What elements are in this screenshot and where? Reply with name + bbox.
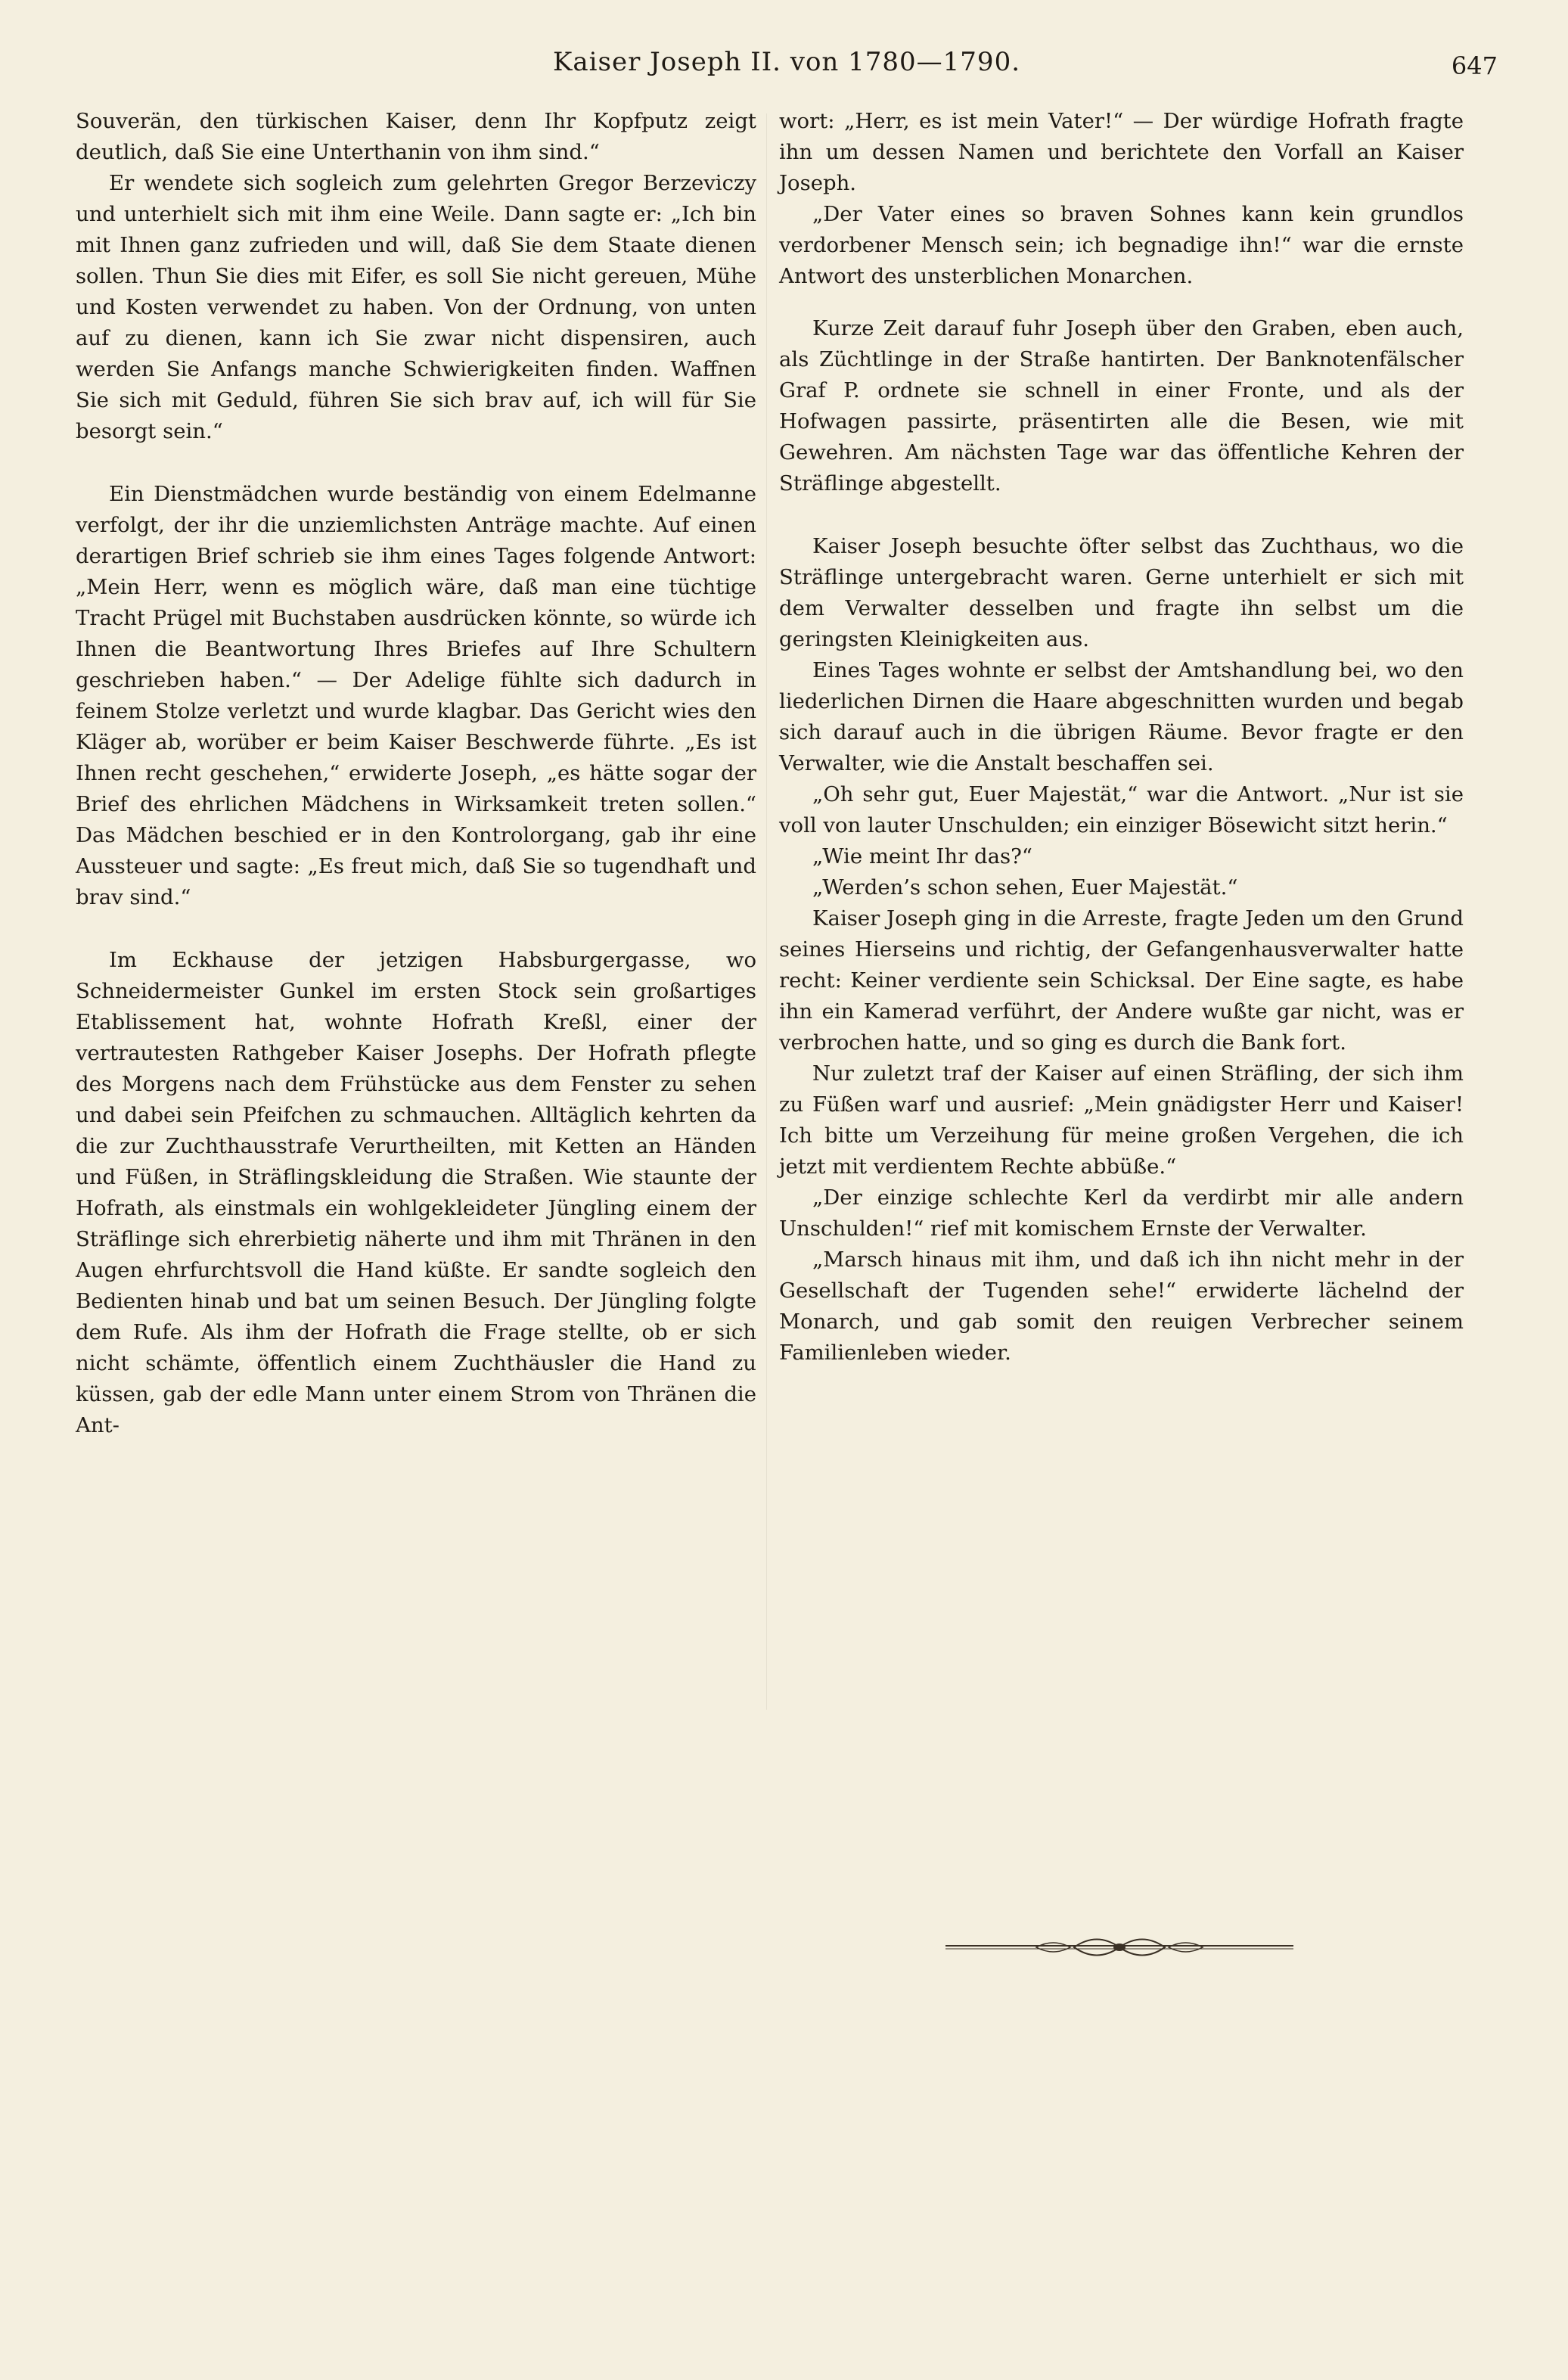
- paragraph: Kaiser Joseph besuchte öfter selbst das Zuchthaus, wo die Sträflinge untergebracht waren. Gerne unterhielt er sich mit dem Verwalter desselben und fragte ihn selbst um die geringsten Kleinigkeiten aus.: [779, 534, 1464, 651]
- paragraph: Kaiser Joseph ging in die Arreste, fragte Jeden um den Grund seines Hierseins und richtig, der Gefangenhausverwalter hatte recht: Keiner verdiente sein Schicksal. Der Eine sagte, es habe ihn ein Kamerad verführt, der Andere wußte gar nicht, was er verbrochen hatte, und so ging es durch die Bank fort.: [779, 906, 1464, 1055]
- left-column: [76, 106, 756, 1441]
- paragraph: Nur zuletzt traf der Kaiser auf einen Sträfling, der sich ihm zu Füßen warf und ausrief: „Mein gnädigster Herr und Kaiser! Ich bitte um Verzeihung für meine großen Vergehen, die ich jetzt mit verdientem Rechte abbüße.“: [779, 1061, 1464, 1179]
- paragraph: „Der Vater eines so braven Sohnes kann kein grundlos verdorbener Mensch sein; ich begnadige ihn!“ war die ernste Antwort des unsterblichen Monarchen.: [779, 202, 1464, 288]
- right-column: [779, 106, 1464, 1369]
- running-title: Kaiser Joseph II. von 1780—1790.: [552, 47, 1021, 77]
- paragraph: wort: „Herr, es ist mein Vater!“ — Der würdige Hofrath fragte ihn um dessen Namen und berichtete den Vorfall an Kaiser Joseph.: [779, 109, 1464, 195]
- paragraph: Ein Dienstmädchen wurde beständig von einem Edelmanne verfolgt, der ihr die unziemlichsten Anträge machte. Auf einen derartigen Brief schrieb sie ihm eines Tages folgende Antwort: „Mein Herr, wenn es möglich wäre, daß man eine tüchtige Tracht Prügel mit Buchstaben ausdrücken könnte, so würde ich Ihnen die Beantwortung Ihres Briefes auf Ihre Schultern geschrieben haben.“ — Der Adelige fühlte sich dadurch in feinem Stolze verletzt und wurde klagbar. Das Gericht wies den Kläger ab, worüber er beim Kaiser Beschwerde führte. „Es ist Ihnen recht geschehen,“ erwiderte Joseph, „es hätte sogar der Brief des ehrlichen Mädchens in Wirksamkeit treten sollen.“ Das Mädchen beschied er in den Kontrolorgang, gab ihr eine Aussteuer und sagte: „Es freut mich, daß Sie so tugendhaft und brav sind.“: [76, 482, 756, 909]
- column-separator: [766, 113, 767, 1710]
- paragraph: Im Eckhause der jetzigen Habsburgergasse, wo Schneidermeister Gunkel im ersten Stock sein großartiges Etablissement hat, wohnte Hofrath Kreßl, einer der vertrautesten Rathgeber Kaiser Josephs. Der Hofrath pflegte des Morgens nach dem Frühstücke aus dem Fenster zu sehen und dabei sein Pfeifchen zu schmauchen. Alltäglich kehrten da die zur Zuchthausstrafe Verurtheilten, mit Ketten an Händen und Füßen, in Sträflingskleidung die Straßen. Wie staunte der Hofrath, als einstmals ein wohlgekleideter Jüngling einem der Sträflinge sich ehrerbietig näherte und ihm mit Thränen in den Augen ehrfurchtsvoll die Hand küßte. Er sandte sogleich den Bedienten hinab und bat um seinen Besuch. Der Jüngling folgte dem Rufe. Als ihm der Hofrath die Frage stellte, ob er sich nicht schämte, öffentlich einem Zuchthäusler die Hand zu küssen, gab der edle Mann unter einem Strom von Thränen die Ant-: [76, 948, 756, 1437]
- paragraph: „Oh sehr gut, Euer Majestät,“ war die Antwort. „Nur ist sie voll von lauter Unschulden; ein einziger Bösewicht sitzt herin.“: [779, 782, 1464, 837]
- page-number: 647: [1451, 51, 1498, 80]
- paragraph: Eines Tages wohnte er selbst der Amtshandlung bei, wo den liederlichen Dirnen die Haare abgeschnitten wurden und begab sich darauf auch in die übrigen Räume. Bevor fragte er den Verwalter, wie die Anstalt beschaffen sei.: [779, 658, 1464, 775]
- paragraph: Souverän, den türkischen Kaiser, denn Ihr Kopfputz zeigt deutlich, daß Sie eine Unterthanin von ihm sind.“: [76, 109, 756, 164]
- ornamental-divider: [945, 1931, 1293, 1961]
- paragraph: Er wendete sich sogleich zum gelehrten Gregor Berzeviczy und unterhielt sich mit ihm eine Weile. Dann sagte er: „Ich bin mit Ihnen ganz zufrieden und will, daß Sie dem Staate dienen sollen. Thun Sie dies mit Eifer, es soll Sie nicht gereuen, Mühe und Kosten verwendet zu haben. Von der Ordnung, von unten auf zu dienen, kann ich Sie zwar nicht dispensiren, auch werden Sie Anfangs manche Schwierigkeiten finden. Waffnen Sie sich mit Geduld, führen Sie sich brav auf, ich will für Sie besorgt sein.“: [76, 171, 756, 443]
- paragraph: „Marsch hinaus mit ihm, und daß ich ihn nicht mehr in der Gesellschaft der Tugenden sehe!“ erwiderte lächelnd der Monarch, und gab somit den reuigen Verbrecher seinem Familienleben wieder.: [779, 1247, 1464, 1365]
- paragraph: „Werden’s schon sehen, Euer Majestät.“: [812, 875, 1238, 899]
- running-header: [76, 47, 1498, 80]
- paragraph: „Wie meint Ihr das?“: [812, 844, 1032, 868]
- paragraph: „Der einzige schlechte Kerl da verdirbt mir alle andern Unschulden!“ rief mit komischem Ernste der Verwalter.: [779, 1185, 1464, 1241]
- paragraph: Kurze Zeit darauf fuhr Joseph über den Graben, eben auch, als Züchtlinge in der Straße hantirten. Der Banknotenfälscher Graf P. ordnete sie schnell in einer Fronte, und als der Hofwagen passirte, präsentirten alle die Besen, wie mit Gewehren. Am nächsten Tage war das öffentliche Kehren der Sträflinge abgestellt.: [779, 316, 1464, 496]
